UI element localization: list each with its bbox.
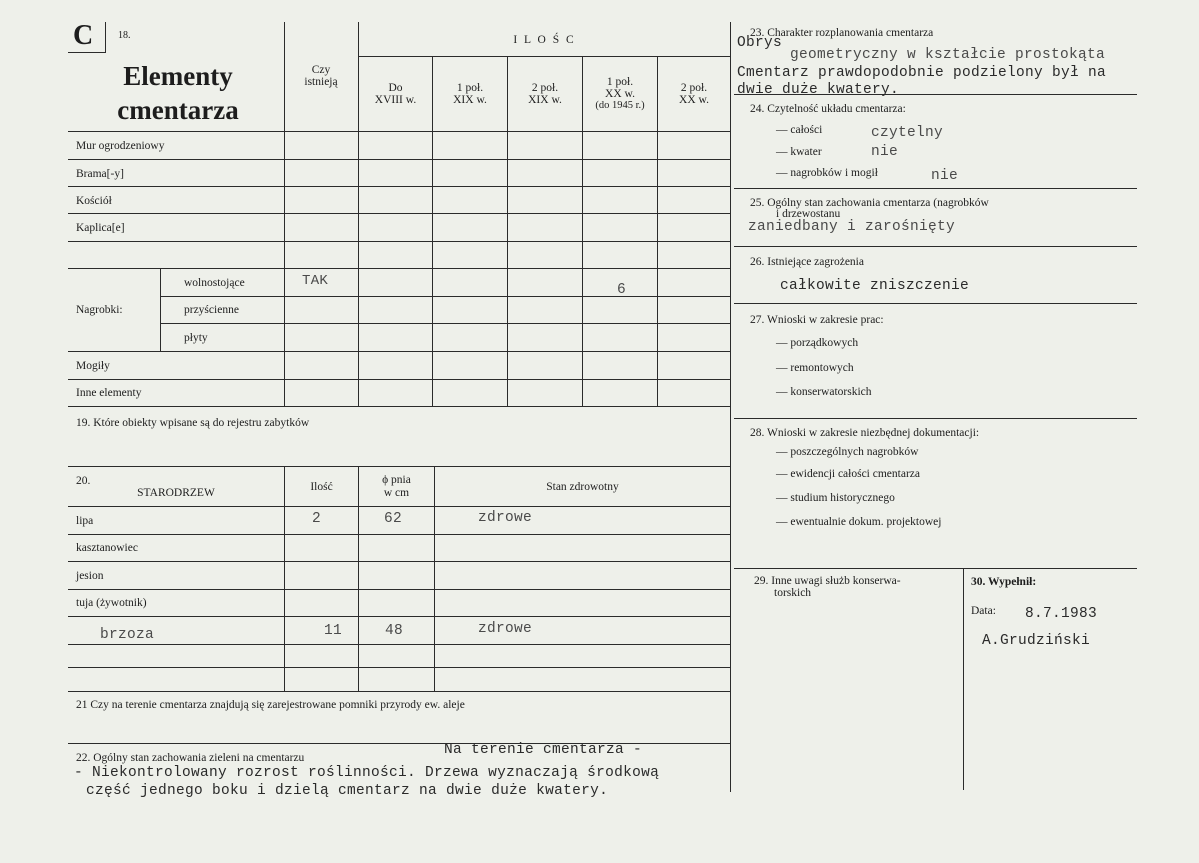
elements-title-line2: cmentarza — [117, 95, 239, 125]
period-4-line1: 2 poł. — [680, 82, 708, 94]
sec23-typed-3: dwie duże kwatery. — [737, 82, 900, 98]
period-2-line1: 2 poł. — [531, 82, 559, 94]
tree-tuja: tuja (żywotnik) — [76, 597, 147, 609]
sec28-item-0: — poszczególnych nagrobków — [776, 446, 919, 458]
sec28-item-3: — ewentualnie dokum. projektowej — [776, 516, 942, 528]
sec23-typed-0: Obrys — [737, 35, 783, 51]
sec23-typed-2: Cmentarz prawdopodobnie podzielony był na — [737, 65, 1107, 81]
sec30-date-label: Data: — [971, 605, 996, 617]
row-kaplica: Kaplica[e] — [76, 222, 125, 234]
sec22-typed-line2: - Niekontrolowany rozrost roślinności. Drzewa wyznaczają środkową — [74, 765, 660, 781]
col-exists-line1: Czy — [311, 64, 331, 76]
tree-brzoza-count: 11 — [324, 623, 343, 639]
sec30-label: 30. Wypełnił: — [971, 576, 1037, 588]
tree-lipa: lipa — [76, 515, 94, 527]
sec29-label-line1: 29. Inne uwagi służb konserwa- — [754, 575, 901, 587]
sec19-label: 19. Które obiekty wpisane są do rejestru zabytków — [76, 417, 310, 429]
count-wolnostojace: 6 — [617, 282, 627, 298]
tree-lipa-count: 2 — [312, 511, 322, 527]
row-mur: Mur ogrodzeniowy — [76, 140, 165, 152]
sec24-item-2: — nagrobków i mogił — [776, 167, 878, 179]
section-letter: C — [73, 20, 94, 51]
sec28-item-1: — ewidencji całości cmentarza — [776, 468, 920, 480]
col-exists-line2: istnieją — [304, 76, 338, 88]
period-4-line2: XX w. — [679, 94, 709, 106]
nagrobki-label: Nagrobki: — [76, 304, 123, 316]
sec25-typed: zaniedbany i zarośnięty — [748, 219, 956, 235]
nagrobki-wolnostojace: wolnostojące — [184, 277, 245, 289]
sec24-value-0: czytelny — [871, 125, 944, 141]
tree-brzoza: brzoza — [100, 627, 155, 643]
exists-wolnostojace: TAK — [302, 273, 329, 289]
period-3-line2: XX w. — [605, 88, 635, 100]
sec20-header-starodrzew: STARODRZEW — [137, 487, 215, 499]
sec20-header-stan: Stan zdrowotny — [546, 481, 619, 493]
nagrobki-plyty: płyty — [184, 332, 208, 344]
row-inne: Inne elementy — [76, 387, 142, 399]
sec27-item-2: — konserwatorskich — [776, 386, 872, 398]
section-number: 18. — [118, 30, 131, 41]
sec24-value-2: nie — [931, 168, 959, 184]
sec20-number: 20. — [76, 475, 91, 487]
period-1-line1: 1 poł. — [456, 82, 484, 94]
sec26-label: 26. Istniejące zagrożenia — [750, 256, 864, 268]
sec24-item-1: — kwater — [776, 146, 822, 158]
tree-kasztanowiec: kasztanowiec — [76, 542, 138, 554]
sec22-label: 22. Ogólny stan zachowania zieleni na cmentarzu — [76, 752, 305, 764]
tree-jesion: jesion — [76, 570, 104, 582]
sec24-label: 24. Czytelność układu cmentarza: — [750, 103, 906, 115]
sec30-name: A.Grudziński — [982, 633, 1091, 649]
row-brama: Brama[-y] — [76, 168, 124, 180]
sec23-typed-1: geometryczny w kształcie prostokąta — [790, 47, 1106, 63]
sec28-label: 28. Wnioski w zakresie niezbędnej dokumentacji: — [750, 427, 980, 439]
sec27-item-1: — remontowych — [776, 362, 854, 374]
sec20-header-ilosc: Ilość — [310, 481, 333, 493]
ilosc-header: I L O Ś C — [513, 34, 576, 46]
row-mogily: Mogiły — [76, 360, 110, 372]
sec25-label-line2: i drzewostanu — [776, 208, 841, 220]
nagrobki-przyscienne: przyścienne — [184, 304, 239, 316]
elements-title-line1: Elementy — [123, 61, 233, 91]
sec22-typed-line1: Na terenie cmentarza - — [444, 742, 643, 758]
tree-lipa-condition: zdrowe — [478, 510, 533, 526]
sec20-header-pnia: ϕ pnia — [382, 474, 411, 486]
sec24-item-0: — całości — [776, 124, 823, 136]
sec25-label-line1: 25. Ogólny stan zachowania cmentarza (nagrobków — [750, 197, 989, 209]
sec20-header-wcm: w cm — [383, 487, 410, 499]
sec23-label: 23. Charakter rozplanowania cmentarza — [750, 27, 934, 39]
period-3-line1: 1 poł. — [606, 76, 634, 88]
period-1-line2: XIX w. — [453, 94, 487, 106]
period-0-line2: XVIII w. — [374, 94, 417, 106]
sec30-date: 8.7.1983 — [1025, 606, 1098, 622]
sec27-item-0: — porządkowych — [776, 337, 859, 349]
period-0-line1: Do — [388, 82, 403, 94]
sec29-label-line2: torskich — [774, 587, 812, 599]
sec21-label: 21 Czy na terenie cmentarza znajdują się zarejestrowane pomniki przyrody ew. aleje — [76, 699, 465, 711]
sec28-item-2: — studium historycznego — [776, 492, 895, 504]
tree-brzoza-condition: zdrowe — [478, 621, 533, 637]
sec24-value-1: nie — [871, 144, 899, 160]
period-3-line3: (do 1945 r.) — [595, 100, 645, 111]
sec26-typed: całkowite zniszczenie — [780, 278, 970, 294]
tree-brzoza-diameter: 48 — [385, 623, 404, 639]
sec22-typed-line3: część jednego boku i dzielą cmentarz na dwie duże kwatery. — [86, 783, 609, 799]
tree-lipa-diameter: 62 — [384, 511, 403, 527]
row-kosciol: Kościół — [76, 195, 112, 207]
sec27-label: 27. Wnioski w zakresie prac: — [750, 314, 884, 326]
period-2-line2: XIX w. — [528, 94, 562, 106]
